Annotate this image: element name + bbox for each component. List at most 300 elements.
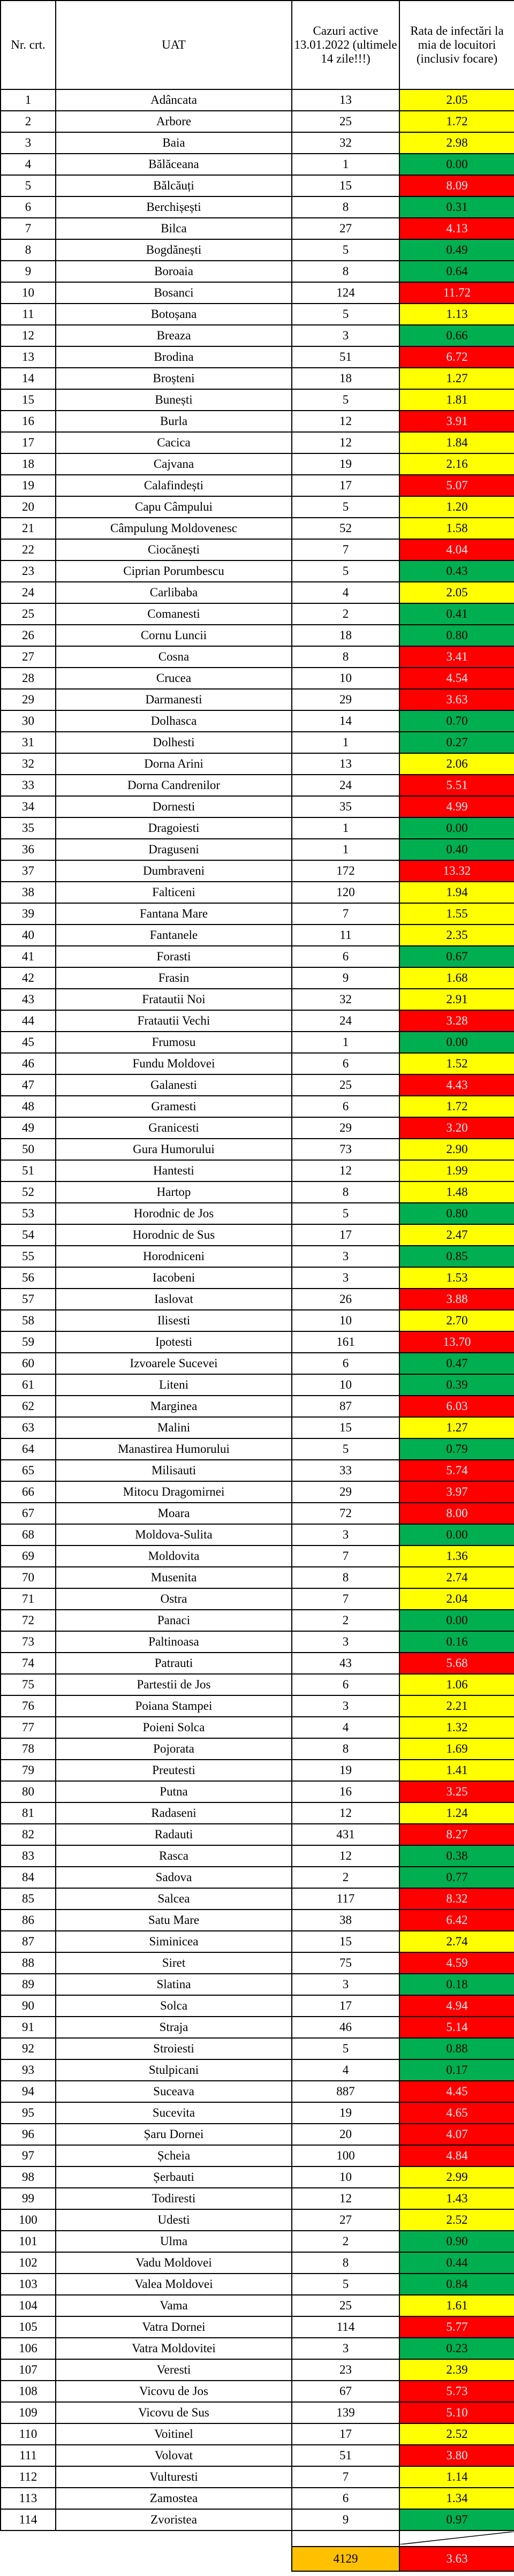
blank-rate-cell [399,2530,514,2547]
table-row [1,1417,514,1438]
uat-cell: Gura Humorului [56,1139,292,1160]
rate-cell: 0.00 [399,817,514,839]
rate-cell: 3.91 [399,411,514,432]
nr-cell: 112 [1,2466,56,2488]
nr-cell: 44 [1,1010,56,1032]
uat-cell: Vama [56,2295,292,2316]
rate-cell: 1.72 [399,111,514,132]
rate-cell: 4.45 [399,2081,514,2102]
nr-cell: 46 [1,1053,56,1074]
table-row [1,2423,514,2445]
cases-cell: 23 [292,2359,399,2381]
rate-cell: 0.70 [399,710,514,732]
table-row [1,539,514,560]
rate-cell: 2.21 [399,1695,514,1717]
cases-cell: 25 [292,111,399,132]
rate-cell: 4.84 [399,2145,514,2166]
nr-cell: 82 [1,1824,56,1845]
cases-cell: 13 [292,753,399,775]
rate-cell: 2.05 [399,89,514,111]
nr-cell: 32 [1,753,56,775]
nr-cell: 37 [1,860,56,882]
uat-cell: Adâncata [56,89,292,111]
nr-cell: 93 [1,2059,56,2081]
table-row [1,2338,514,2359]
nr-cell: 83 [1,1845,56,1867]
uat-cell: Zvoristea [56,2509,292,2530]
uat-cell: Horodnic de Jos [56,1203,292,1224]
uat-cell: Boroaia [56,261,292,282]
rate-cell: 1.94 [399,882,514,903]
cases-cell: 87 [292,1396,399,1417]
rate-cell: 5.77 [399,2316,514,2338]
cases-cell: 29 [292,689,399,710]
cases-cell: 161 [292,1331,399,1353]
table-row [1,1246,514,1267]
table-row [1,1160,514,1181]
uat-cell: Slatina [56,1974,292,1995]
cases-cell: 114 [292,2316,399,2338]
uat-cell: Șerbauti [56,2166,292,2188]
uat-cell: Poiana Stampei [56,1695,292,1717]
uat-cell: Bălcăuți [56,175,292,196]
cases-cell: 12 [292,1845,399,1867]
uat-cell: Cacica [56,432,292,453]
total-row [1,2547,514,2571]
nr-cell: 1 [1,89,56,111]
uat-cell: Veresti [56,2359,292,2381]
nr-cell: 66 [1,1481,56,1503]
cases-cell: 10 [292,1374,399,1396]
uat-cell: Falticeni [56,882,292,903]
table-row [1,1695,514,1717]
uat-cell: Liteni [56,1374,292,1396]
uat-cell: Ciprian Porumbescu [56,560,292,582]
uat-cell: Fratautii Noi [56,989,292,1010]
uat-cell: Satu Mare [56,1910,292,1931]
uat-cell: Stroiesti [56,2038,292,2059]
nr-cell: 90 [1,1995,56,2017]
blank-row [1,2530,514,2547]
rate-cell: 0.00 [399,1610,514,1631]
table-row [1,1888,514,1910]
rate-cell: 1.34 [399,2488,514,2509]
table-row [1,989,514,1010]
rate-cell: 1.58 [399,518,514,539]
nr-cell: 11 [1,304,56,325]
cases-cell: 7 [292,903,399,925]
cases-cell: 51 [292,346,399,368]
rate-cell: 0.00 [399,154,514,175]
cases-cell: 3 [292,1246,399,1267]
table-row [1,2274,514,2295]
table-row [1,89,514,111]
cases-cell: 11 [292,925,399,946]
rate-cell: 0.97 [399,2509,514,2530]
nr-cell: 65 [1,1460,56,1481]
table-row [1,1845,514,1867]
nr-cell: 47 [1,1074,56,1096]
cases-cell: 33 [292,1460,399,1481]
nr-cell: 80 [1,1781,56,1802]
rate-cell: 2.74 [399,1931,514,1952]
uat-cell: Frasin [56,967,292,989]
table-row [1,175,514,196]
cases-cell: 10 [292,668,399,689]
rate-cell: 6.42 [399,1910,514,1931]
cases-cell: 8 [292,2252,399,2274]
cases-cell: 17 [292,2423,399,2445]
cases-cell: 120 [292,882,399,903]
table-row [1,2509,514,2530]
cases-cell: 15 [292,1931,399,1952]
nr-cell: 63 [1,1417,56,1438]
cases-cell: 1 [292,1032,399,1053]
table-row [1,111,514,132]
table-row [1,710,514,732]
rate-cell: 11.72 [399,282,514,304]
table-row [1,2488,514,2509]
cases-cell: 46 [292,2017,399,2038]
table-row [1,2102,514,2124]
rate-cell: 1.84 [399,432,514,453]
table-row [1,1503,514,1524]
rate-cell: 0.84 [399,2274,514,2295]
rate-cell: 2.74 [399,1567,514,1588]
uat-cell: Marginea [56,1396,292,1417]
cases-cell: 8 [292,1181,399,1203]
rate-cell: 5.73 [399,2381,514,2402]
table-row [1,603,514,625]
uat-cell: Bilca [56,218,292,239]
cases-cell: 5 [292,304,399,325]
nr-cell: 50 [1,1139,56,1160]
rate-cell: 1.61 [399,2295,514,2316]
uat-cell: Fantanele [56,925,292,946]
nr-cell: 75 [1,1674,56,1695]
total-rate: 3.63 [399,2547,514,2571]
table-row [1,1631,514,1653]
uat-cell: Câmpulung Moldovenesc [56,518,292,539]
cases-cell: 75 [292,1952,399,1974]
cases-cell: 29 [292,1117,399,1139]
rate-cell: 3.41 [399,646,514,668]
uat-cell: Vadu Moldovei [56,2252,292,2274]
uat-cell: Forasti [56,946,292,967]
cases-cell: 2 [292,1610,399,1631]
rate-cell: 2.47 [399,1224,514,1246]
rate-cell: 1.20 [399,496,514,518]
cases-cell: 5 [292,1203,399,1224]
cases-cell: 8 [292,1567,399,1588]
table-row [1,1267,514,1289]
nr-cell: 6 [1,196,56,218]
cases-cell: 6 [292,1053,399,1074]
rate-cell: 0.40 [399,839,514,860]
uat-cell: Putna [56,1781,292,1802]
rate-cell: 2.39 [399,2359,514,2381]
total-cases: 4129 [292,2547,399,2571]
cases-cell: 19 [292,1760,399,1781]
nr-cell: 9 [1,261,56,282]
uat-cell: Pojorata [56,1738,292,1760]
nr-cell: 77 [1,1717,56,1738]
rate-cell: 0.16 [399,1631,514,1653]
rate-cell: 2.98 [399,132,514,154]
cases-cell: 9 [292,2509,399,2530]
cases-cell: 3 [292,1974,399,1995]
uat-cell: Moara [56,1503,292,1524]
table-row [1,1738,514,1760]
table-row [1,882,514,903]
uat-cell: Cosna [56,646,292,668]
table-row [1,2252,514,2274]
nr-cell: 2 [1,111,56,132]
uat-cell: Dornesti [56,796,292,817]
rate-cell: 0.43 [399,560,514,582]
cases-cell: 32 [292,989,399,1010]
uat-cell: Musenita [56,1567,292,1588]
uat-cell: Capu Câmpului [56,496,292,518]
cases-cell: 887 [292,2081,399,2102]
rate-cell: 1.99 [399,1160,514,1181]
nr-cell: 5 [1,175,56,196]
uat-cell: Crucea [56,668,292,689]
cases-cell: 67 [292,2381,399,2402]
cases-cell: 52 [292,518,399,539]
nr-cell: 21 [1,518,56,539]
cases-cell: 14 [292,710,399,732]
rate-cell: 1.27 [399,1417,514,1438]
nr-cell: 10 [1,282,56,304]
uat-cell: Bogdănești [56,239,292,261]
rate-cell: 0.47 [399,1353,514,1374]
uat-cell: Todiresti [56,2188,292,2209]
table-row [1,2316,514,2338]
uat-cell: Ciocănești [56,539,292,560]
cases-cell: 51 [292,2445,399,2466]
uat-cell: Dumbraveni [56,860,292,882]
uat-cell: Solca [56,1995,292,2017]
rate-cell: 0.79 [399,1438,514,1460]
cases-cell: 3 [292,1267,399,1289]
cases-cell: 18 [292,625,399,646]
cases-cell: 17 [292,1224,399,1246]
rate-cell: 4.43 [399,1074,514,1096]
nr-cell: 30 [1,710,56,732]
uat-cell: Baia [56,132,292,154]
table-row [1,154,514,175]
table-row [1,1353,514,1374]
cases-cell: 4 [292,582,399,603]
cases-cell: 5 [292,2038,399,2059]
rate-cell: 0.88 [399,2038,514,2059]
rate-cell: 4.65 [399,2102,514,2124]
nr-cell: 24 [1,582,56,603]
uat-cell: Vicovu de Sus [56,2402,292,2423]
uat-cell: Vulturesti [56,2466,292,2488]
nr-cell: 53 [1,1203,56,1224]
cases-cell: 26 [292,1289,399,1310]
rate-cell: 4.04 [399,539,514,560]
cases-cell: 9 [292,967,399,989]
uat-cell: Vicovu de Jos [56,2381,292,2402]
rate-cell: 1.41 [399,1760,514,1781]
nr-cell: 67 [1,1503,56,1524]
table-row [1,432,514,453]
cases-cell: 43 [292,1653,399,1674]
nr-cell: 12 [1,325,56,346]
nr-cell: 69 [1,1545,56,1567]
rate-cell: 2.90 [399,1139,514,1160]
rate-cell: 0.27 [399,732,514,753]
uat-cell: Galanesti [56,1074,292,1096]
nr-cell: 60 [1,1353,56,1374]
rate-cell: 0.39 [399,1374,514,1396]
rate-cell: 6.72 [399,346,514,368]
cases-cell: 100 [292,2145,399,2166]
diagonal-line-icon [400,2532,514,2544]
table-row [1,2381,514,2402]
table-row [1,1910,514,1931]
uat-cell: Sadova [56,1867,292,1888]
table-row [1,1481,514,1503]
nr-cell: 51 [1,1160,56,1181]
rate-cell: 0.38 [399,1845,514,1867]
nr-cell: 91 [1,2017,56,2038]
cases-cell: 12 [292,411,399,432]
rate-cell: 4.54 [399,668,514,689]
table-row [1,1396,514,1417]
table-row [1,1867,514,1888]
uat-cell: Ulma [56,2231,292,2252]
uat-cell: Comanesti [56,603,292,625]
rate-cell: 2.05 [399,582,514,603]
table-row [1,2231,514,2252]
table-row [1,625,514,646]
uat-cell: Straja [56,2017,292,2038]
cases-cell: 8 [292,196,399,218]
rate-cell: 1.52 [399,1053,514,1074]
cases-cell: 1 [292,839,399,860]
nr-cell: 101 [1,2231,56,2252]
table-row [1,1139,514,1160]
rate-cell: 0.80 [399,625,514,646]
nr-cell: 61 [1,1374,56,1396]
rate-cell: 4.07 [399,2124,514,2145]
table-row [1,239,514,261]
uat-cell: Radauti [56,1824,292,1845]
table-row [1,346,514,368]
nr-cell: 16 [1,411,56,432]
nr-cell: 45 [1,1032,56,1053]
uat-cell: Milisauti [56,1460,292,1481]
nr-cell: 19 [1,475,56,496]
table-row [1,903,514,925]
rate-cell: 1.32 [399,1717,514,1738]
cases-cell: 1 [292,732,399,753]
nr-cell: 40 [1,925,56,946]
cases-cell: 2 [292,1867,399,1888]
table-row [1,368,514,389]
uat-cell: Fundu Moldovei [56,1053,292,1074]
table-row [1,2188,514,2209]
nr-cell: 56 [1,1267,56,1289]
table-row [1,325,514,346]
uat-cell: Mitocu Dragomirnei [56,1481,292,1503]
cases-cell: 5 [292,239,399,261]
rate-cell: 8.09 [399,175,514,196]
table-row [1,1931,514,1952]
blank-cell [56,2530,292,2547]
uat-cell: Udesti [56,2209,292,2231]
table-row [1,2038,514,2059]
uat-cell: Fantana Mare [56,903,292,925]
cases-cell: 124 [292,282,399,304]
nr-cell: 26 [1,625,56,646]
cases-cell: 172 [292,860,399,882]
rate-cell: 5.51 [399,775,514,796]
table-row [1,1460,514,1481]
table-row [1,646,514,668]
cases-cell: 3 [292,2338,399,2359]
rate-cell: 0.67 [399,946,514,967]
uat-cell: Moldova-Sulita [56,1524,292,1545]
cases-cell: 1 [292,817,399,839]
table-row [1,453,514,475]
uat-cell: Ostra [56,1588,292,1610]
cases-cell: 27 [292,218,399,239]
rate-cell: 0.77 [399,1867,514,1888]
table-row [1,1545,514,1567]
cases-cell: 38 [292,1910,399,1931]
rate-cell: 4.59 [399,1952,514,1974]
cases-cell: 139 [292,2402,399,2423]
nr-cell: 3 [1,132,56,154]
table-row [1,1824,514,1845]
table-row [1,839,514,860]
header-row [1,1,514,89]
nr-cell: 38 [1,882,56,903]
nr-cell: 97 [1,2145,56,2166]
table-row [1,860,514,882]
uat-cell: Șaru Dornei [56,2124,292,2145]
cases-cell: 72 [292,1503,399,1524]
rate-cell: 5.07 [399,475,514,496]
rate-cell: 8.32 [399,1888,514,1910]
rate-cell: 1.53 [399,1267,514,1289]
blank-cell [1,2530,56,2547]
nr-cell: 15 [1,389,56,411]
uat-cell: Iaslovat [56,1289,292,1310]
table-row [1,2081,514,2102]
header-infection-rate: Rata de infectări la mia de locuitori (inclusiv focare) [399,1,514,89]
cases-cell: 8 [292,646,399,668]
nr-cell: 57 [1,1289,56,1310]
rate-cell: 6.03 [399,1396,514,1417]
nr-cell: 103 [1,2274,56,2295]
table-row [1,518,514,539]
nr-cell: 7 [1,218,56,239]
cases-cell: 5 [292,496,399,518]
nr-cell: 43 [1,989,56,1010]
uat-cell: Calafindești [56,475,292,496]
rate-cell: 0.41 [399,603,514,625]
rate-cell: 5.74 [399,1460,514,1481]
table-row [1,2359,514,2381]
uat-cell: Berchișești [56,196,292,218]
rate-cell: 3.20 [399,1117,514,1139]
